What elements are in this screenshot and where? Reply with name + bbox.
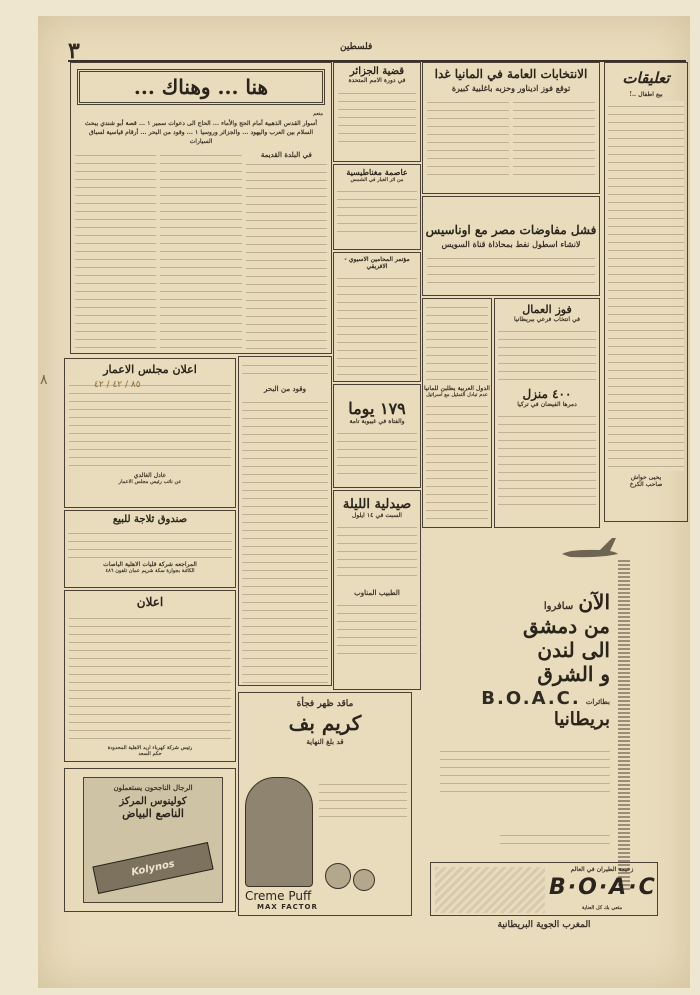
kolynos-brand-en: Kolynos xyxy=(130,858,176,878)
germany-body xyxy=(427,97,509,179)
germany-headline: الانتخابات العامة في المانيا غدا xyxy=(434,67,588,81)
council-ad-signature: عادل الغالدي xyxy=(133,472,167,479)
council-ad-table xyxy=(69,380,231,468)
woman-portrait-image xyxy=(245,777,313,887)
hona-section-heading: في البلدة القديمة xyxy=(260,150,312,159)
sea-fuel-body xyxy=(242,397,328,686)
page-number: ٣ xyxy=(68,38,80,64)
boac-footer: المغرب الجوية البريطانية xyxy=(497,920,591,930)
handwritten-numbers: ٨٥ / ٤٢ / ٤٢ xyxy=(94,380,141,390)
suez-article xyxy=(422,196,600,296)
boac-by: بطائرات xyxy=(585,697,610,706)
turkey-headline: ٤٠٠ منزل xyxy=(522,387,572,401)
power-ad-title: اعلان xyxy=(136,595,164,609)
decorative-stripe xyxy=(618,560,630,890)
days179-body xyxy=(337,428,417,478)
fridge-ad-body xyxy=(68,528,232,558)
comments-subheadline: بيع اطفال ..! xyxy=(629,91,663,98)
creme-puff-brand-ar: كريم بف xyxy=(288,711,362,735)
boac-to: الى لندن xyxy=(537,638,610,662)
boac-ad-addresses xyxy=(500,830,610,850)
pharmacy-date: السبت في ١٤ ايلول xyxy=(352,512,402,519)
kolynos-brand-ar: كولينوس المركز xyxy=(119,796,187,807)
days179-headline: ١٧٩ يوما xyxy=(348,399,406,418)
lawyers-headline: مؤتمر المحامين الاسيوي - الافريقي xyxy=(344,256,410,270)
days179-subheadline: والفتاة في غيبوبة تامة xyxy=(349,418,405,425)
labour-article xyxy=(494,298,600,528)
boac-now: الآن xyxy=(578,590,610,614)
pharmacy-list xyxy=(337,522,417,582)
boac-ad-body xyxy=(440,746,610,796)
magnetic-body xyxy=(337,186,417,236)
council-ad xyxy=(64,358,236,508)
comments-body xyxy=(608,101,684,471)
creme-puff-headline: ماقد ظهر فجأة xyxy=(296,699,354,709)
creme-puff-ad xyxy=(238,692,412,916)
world-map-image xyxy=(435,867,545,913)
arab-league-headline: الدول العربية يطلبن للمانيا xyxy=(424,385,490,392)
labour-subheadline: في انتخاب فرعي ببريطانيا xyxy=(514,316,580,323)
boac-logo-tagline: متعي بك كل العناية xyxy=(581,905,623,911)
masthead: فلسطين xyxy=(340,42,373,52)
labour-body xyxy=(498,326,596,381)
boac-and: و الشرق xyxy=(537,662,610,686)
suez-subheadline: لانشاء اسطول نفط بمحاذاة قناة السويس xyxy=(441,239,581,249)
handwritten-margin-note: ۸ xyxy=(40,372,48,388)
magnetic-subheadline: من اثر الغبار في الشمس xyxy=(350,177,404,183)
days179-article xyxy=(333,384,421,488)
algeria-headline: قضية الجزائر xyxy=(349,66,405,77)
sea-fuel-headline: وقود من البحر xyxy=(264,384,306,393)
magnetic-headline: عاصمة مغناطيسية xyxy=(346,167,408,177)
boac-brand: B.O.A.C. xyxy=(481,688,581,709)
lawyers-body xyxy=(337,273,417,382)
power-ad xyxy=(64,590,236,762)
turkey-subheadline: دمرها الفيضان في تركيا xyxy=(517,401,577,408)
boac-logo: B·O·A·C xyxy=(549,875,657,900)
doctor-heading: الطبيب المناوب xyxy=(354,588,400,597)
sea-fuel-lead xyxy=(242,360,328,380)
germany-article xyxy=(422,62,600,194)
doctor-list xyxy=(337,600,417,660)
comments-author: يحيى حواش xyxy=(630,474,662,481)
power-ad-footer: حكم السعد xyxy=(138,751,162,757)
boac-country: بريطانيا xyxy=(553,709,610,730)
algeria-body xyxy=(338,88,416,148)
council-ad-signature-role: عن نائب رئيس مجلس الاعمار xyxy=(118,479,182,485)
council-ad-title: اعلان مجلس الاعمار xyxy=(103,363,197,376)
arab-league-subheadline: عدم تبادل التمثيل مع اسرائيل xyxy=(426,392,488,398)
boac-logo-box xyxy=(430,862,658,916)
kolynos-headline: الرجال الناجحون يستعملون xyxy=(113,783,193,792)
arab-league-lead xyxy=(426,302,488,382)
pharmacy-section xyxy=(333,490,421,690)
suez-body xyxy=(427,253,595,289)
hona-column-text xyxy=(246,159,327,354)
magnetic-article xyxy=(333,164,421,250)
hona-column-text xyxy=(75,150,156,354)
boac-ad-headline xyxy=(470,590,610,686)
algeria-subheadline: في دورة الامم المتحدة xyxy=(348,77,406,84)
toothpaste-tube-image xyxy=(92,842,213,894)
arab-league-body xyxy=(426,401,488,521)
kolynos-tagline: الناصع البياض xyxy=(122,807,184,820)
hona-byline: منعم xyxy=(313,111,323,117)
suez-headline: فشل مفاوضات مصر مع اوناسيس xyxy=(425,223,597,237)
hona-title: هنا ... وهناك ... xyxy=(133,75,269,99)
turkey-body xyxy=(498,411,596,511)
hona-honak-section xyxy=(70,62,332,354)
pharmacy-headline: صيدلية الليلة xyxy=(342,497,412,512)
max-factor-label: MAX FACTOR xyxy=(257,903,318,911)
germany-body xyxy=(513,97,595,179)
comments-headline: تعليقات xyxy=(622,69,670,87)
sea-fuel-article xyxy=(238,356,332,686)
hona-summary: أسوار القدس الذهبية أمام الحج والأماء ... الحاج الى دعوات سمير ١ ... قصة أبو شندي يبحث السلام بين العرب واليهود ... والجزائر وروسيا ١ ... وقود من البحر ... أرقام قياسية لسباق السيارات xyxy=(84,120,318,145)
kolynos-ad xyxy=(64,768,236,912)
boac-travel: سافروا xyxy=(543,601,574,612)
fridge-ad xyxy=(64,510,236,588)
power-ad-signature: رئيس شركة كهرباء اربد الاهلية المحدودة xyxy=(107,745,193,751)
comments-column xyxy=(604,62,688,522)
boac-logo-caption: زعيمة الطيران في العالم xyxy=(570,866,634,873)
lawyers-article xyxy=(333,252,421,382)
arab-league-article xyxy=(422,298,492,528)
creme-puff-tagline: قد بلغ النهاية xyxy=(306,737,344,746)
creme-puff-body xyxy=(319,779,407,823)
labour-headline: فوز العمال xyxy=(522,303,572,316)
boac-from: من دمشق xyxy=(522,614,610,638)
creme-puff-brand-en: Creme Puff xyxy=(245,889,312,903)
compact-image xyxy=(353,869,375,891)
algeria-article xyxy=(333,62,421,162)
power-ad-body xyxy=(69,613,231,741)
hona-column-text xyxy=(160,150,241,354)
comments-author-role: صاحب الكرخ xyxy=(629,481,663,488)
fridge-ad-title: صندوق ثلاجة للبيع xyxy=(112,514,188,525)
boac-brand-line xyxy=(450,688,610,730)
airplane-image xyxy=(560,534,620,564)
fridge-ad-contact: المراجعه شركة قليات الاهلية الباصات xyxy=(103,561,197,568)
compact-image xyxy=(325,863,351,889)
fridge-ad-footer: الكائنة بجوارة سكة شريم عمان تلفون ٤٨٦ xyxy=(105,568,195,574)
germany-subheadline: توقع فوز اديناور وحزبه باغلبية كبيرة xyxy=(451,83,571,93)
